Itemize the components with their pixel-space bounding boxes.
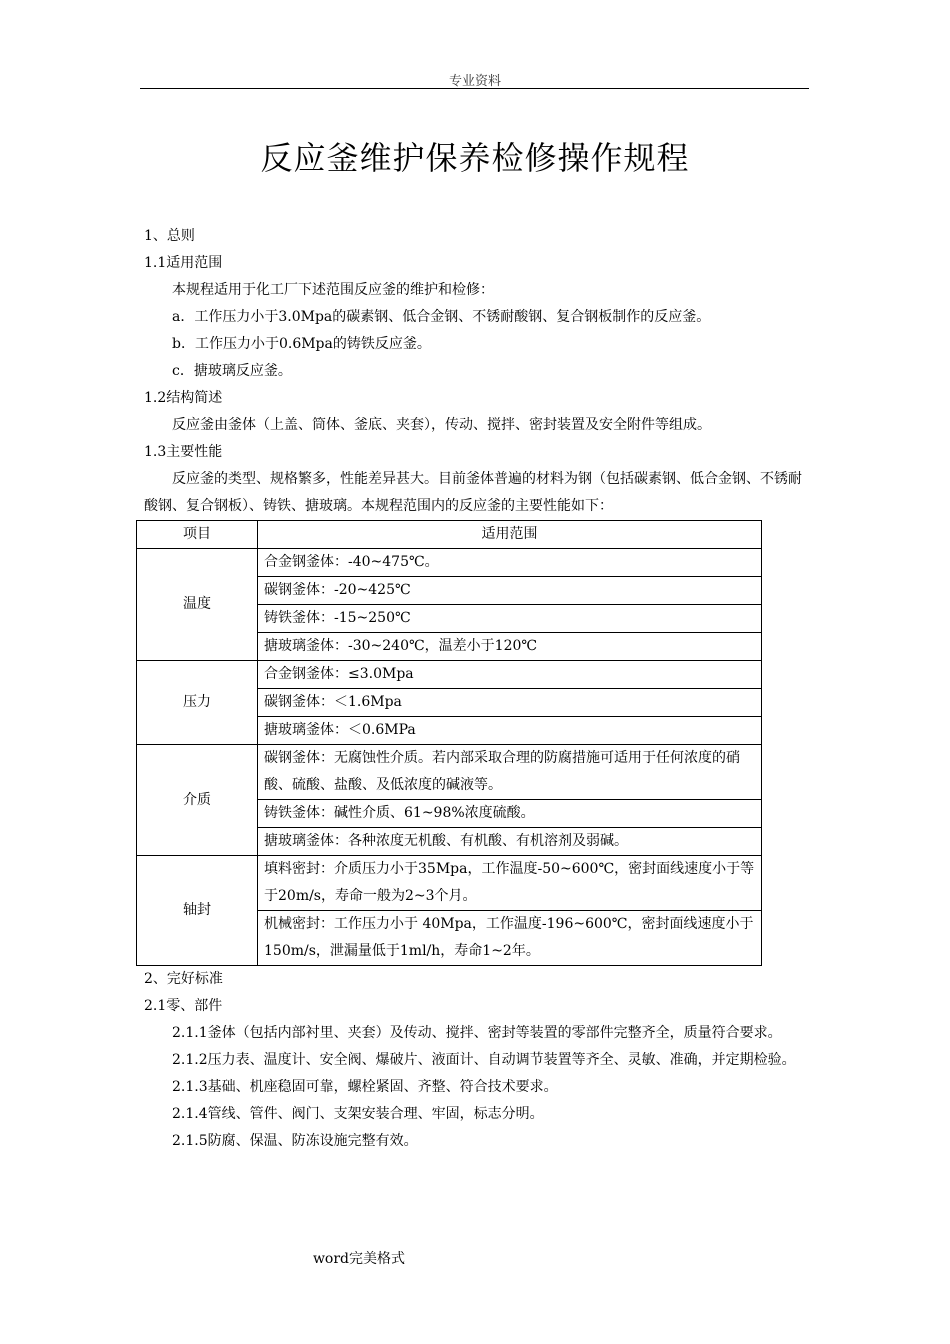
page-header-label: 专业资料 — [448, 74, 501, 89]
table-header-range: 适用范围 — [258, 521, 762, 549]
table-cell: 搪玻璃釜体：-30~240℃，温差小于120℃ — [258, 633, 762, 661]
scope-item-a: a．工作压力小于3.0Mpa的碳素钢、低合金钢、不锈耐酸钢、复合钢板制作的反应釜。 — [172, 309, 711, 325]
table-cell: 合金钢釜体：-40~475℃。 — [258, 549, 762, 577]
table-row — [137, 549, 762, 577]
table-header-item: 项目 — [137, 521, 258, 549]
scope-item-b: b．工作压力小于0.6Mpa的铸铁反应釜。 — [172, 336, 431, 352]
standard-item-2-1-4: 2.1.4管线、管件、阀门、支架安装合理、牢固，标志分明。 — [172, 1106, 544, 1122]
table-cell: 搪玻璃釜体：各种浓度无机酸、有机酸、有机溶剂及弱碱。 — [258, 828, 762, 856]
table-cell: 碳钢釜体：＜1.6Mpa — [258, 689, 762, 717]
section-1-1-heading: 1.1适用范围 — [144, 255, 223, 271]
section-1-1-intro: 本规程适用于化工厂下述范围反应釜的维护和检修： — [172, 282, 494, 298]
section-1-3-text: 反应釜的类型、规格繁多，性能差异甚大。目前釜体普遍的材料为钢（包括碳素钢、低合金钢、不锈耐酸钢、复合钢板）、铸铁、搪玻璃。本规程范围内的反应釜的主要性能如下： — [144, 471, 802, 514]
standard-item-2-1-3: 2.1.3基础、机座稳固可靠，螺栓紧固、齐整、符合技术要求。 — [172, 1079, 558, 1095]
table-row — [137, 745, 762, 800]
section-1-heading: 1、总则 — [144, 228, 195, 244]
table-row — [137, 661, 762, 689]
section-2-1-heading: 2.1零、部件 — [144, 998, 223, 1014]
section-1-2-heading: 1.2结构简述 — [144, 390, 223, 406]
section-1-3-heading: 1.3主要性能 — [144, 444, 223, 460]
table-cell: 填料密封：介质压力小于35Mpa，工作温度-50~600℃，密封面线速度小于等于20m/s，寿命一般为2~3个月。 — [258, 856, 762, 911]
section-2-heading: 2、完好标准 — [144, 971, 223, 987]
table-cell: 机械密封：工作压力小于 40Mpa，工作温度-196~600℃，密封面线速度小于150m/s，泄漏量低于1ml/h，寿命1~2年。 — [258, 911, 762, 966]
scope-item-c: c．搪玻璃反应釜。 — [172, 363, 292, 379]
table-cell: 碳钢釜体：-20~425℃ — [258, 577, 762, 605]
table-cell: 铸铁釜体：碱性介质、61~98%浓度硫酸。 — [258, 800, 762, 828]
document-body — [144, 223, 808, 1155]
table-row — [137, 856, 762, 911]
table-category-medium: 介质 — [137, 745, 258, 856]
standard-item-2-1-2: 2.1.2压力表、温度计、安全阀、爆破片、液面计、自动调节装置等齐全、灵敏、准确，并定期检验。 — [172, 1052, 796, 1068]
header-divider — [140, 88, 809, 89]
performance-table — [136, 520, 762, 966]
table-cell: 铸铁釜体：-15~250℃ — [258, 605, 762, 633]
table-cell: 碳钢釜体：无腐蚀性介质。若内部采取合理的防腐措施可适用于任何浓度的硝酸、硫酸、盐酸、及低浓度的碱液等。 — [258, 745, 762, 800]
table-header-row — [137, 521, 762, 549]
section-1-2-text: 反应釜由釜体（上盖、筒体、釜底、夹套），传动、搅拌、密封装置及安全附件等组成。 — [172, 417, 711, 433]
standard-item-2-1-1: 2.1.1釜体（包括内部衬里、夹套）及传动、搅拌、密封等装置的零部件完整齐全，质量符合要求。 — [172, 1025, 782, 1041]
table-category-shaft-seal: 轴封 — [137, 856, 258, 966]
document-title: 反应釜维护保养检修操作规程 — [260, 139, 690, 178]
standard-item-2-1-5: 2.1.5防腐、保温、防冻设施完整有效。 — [172, 1133, 418, 1149]
table-cell: 合金钢釜体：≤3.0Mpa — [258, 661, 762, 689]
page-footer-label: word完美格式 — [312, 1251, 406, 1267]
table-cell: 搪玻璃釜体：＜0.6MPa — [258, 717, 762, 745]
table-category-temperature: 温度 — [137, 549, 258, 661]
table-category-pressure: 压力 — [137, 661, 258, 745]
